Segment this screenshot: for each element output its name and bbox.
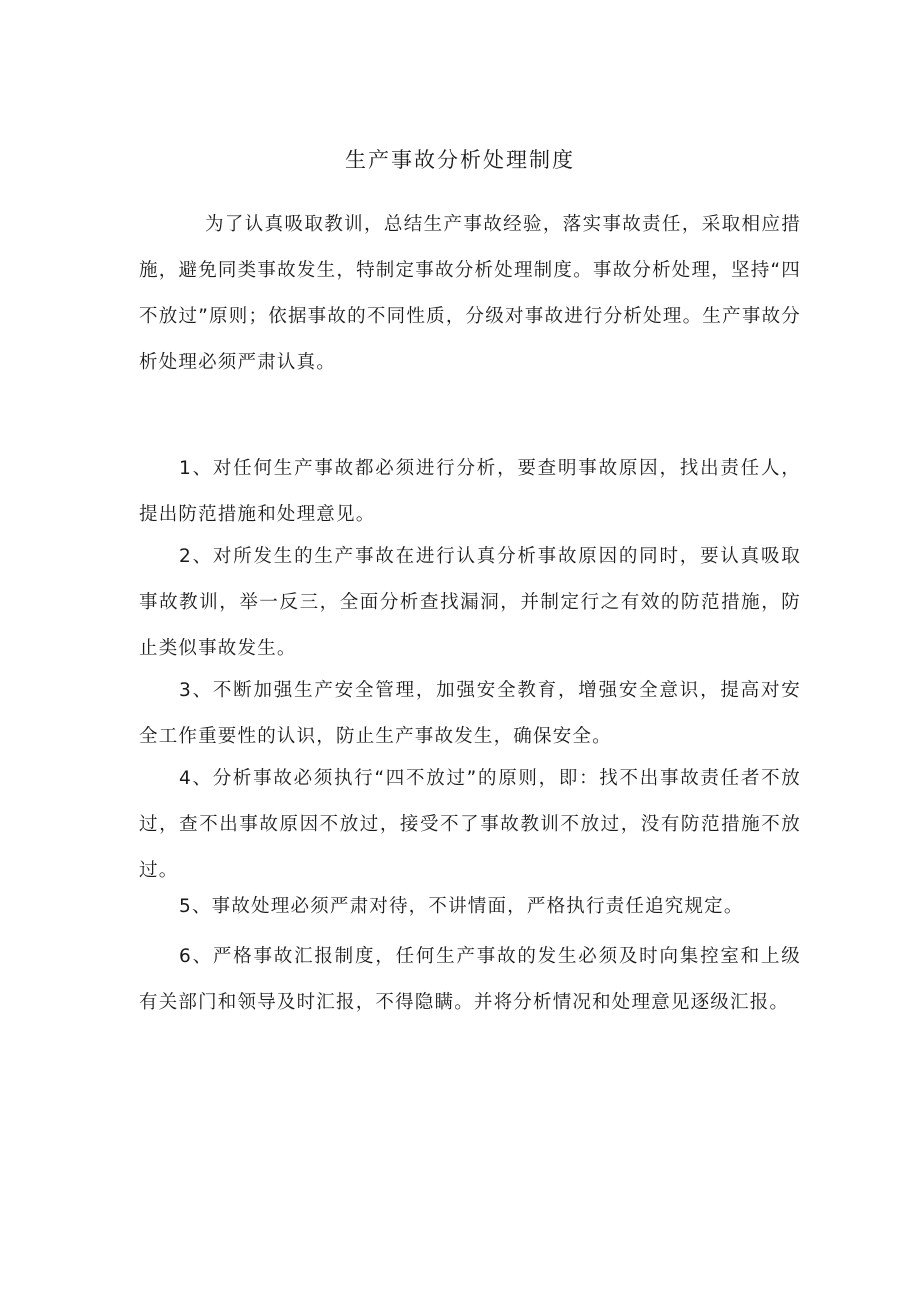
clause-4: 4、分析事故必须执行“四不放过”的原则，即：找不出事故责任者不放过，查不出事故原因不放过，接受不了事故教训不放过，没有防范措施不放过。 [139, 768, 801, 881]
clause-5: 5、事故处理必须严肃对待，不讲情面，严格执行责任追究规定。 [179, 896, 744, 917]
clause-3: 3、不断加强生产安全管理，加强安全教育，增强安全意识，提高对安全工作重要性的认识，防止生产事故发生，确保安全。 [139, 680, 801, 747]
clause-6: 6、严格事故汇报制度，任何生产事故的发生必须及时向集控室和上级有关部门和领导及时汇报，不得隐瞒。并将分析情况和处理意见逐级汇报。 [139, 946, 801, 1013]
page-title: 生产事故分析处理制度 [345, 148, 575, 172]
intro-paragraph: 为了认真吸取教训，总结生产事故经验，落实事故责任，采取相应措施，避免同类事故发生，特制定事故分析处理制度。事故分析处理，坚持“四不放过”原则；依据事故的不同性质，分级对事故进行分析处理。生产事故分析处理必须严肃认真。 [139, 214, 801, 373]
clause-1: 1、对任何生产事故都必须进行分析，要查明事故原因，找出责任人，提出防范措施和处理意见。 [139, 458, 801, 525]
clause-2: 2、对所发生的生产事故在进行认真分析事故原因的同时，要认真吸取事故教训，举一反三，全面分析查找漏洞，并制定行之有效的防范措施，防止类似事故发生。 [139, 546, 801, 659]
